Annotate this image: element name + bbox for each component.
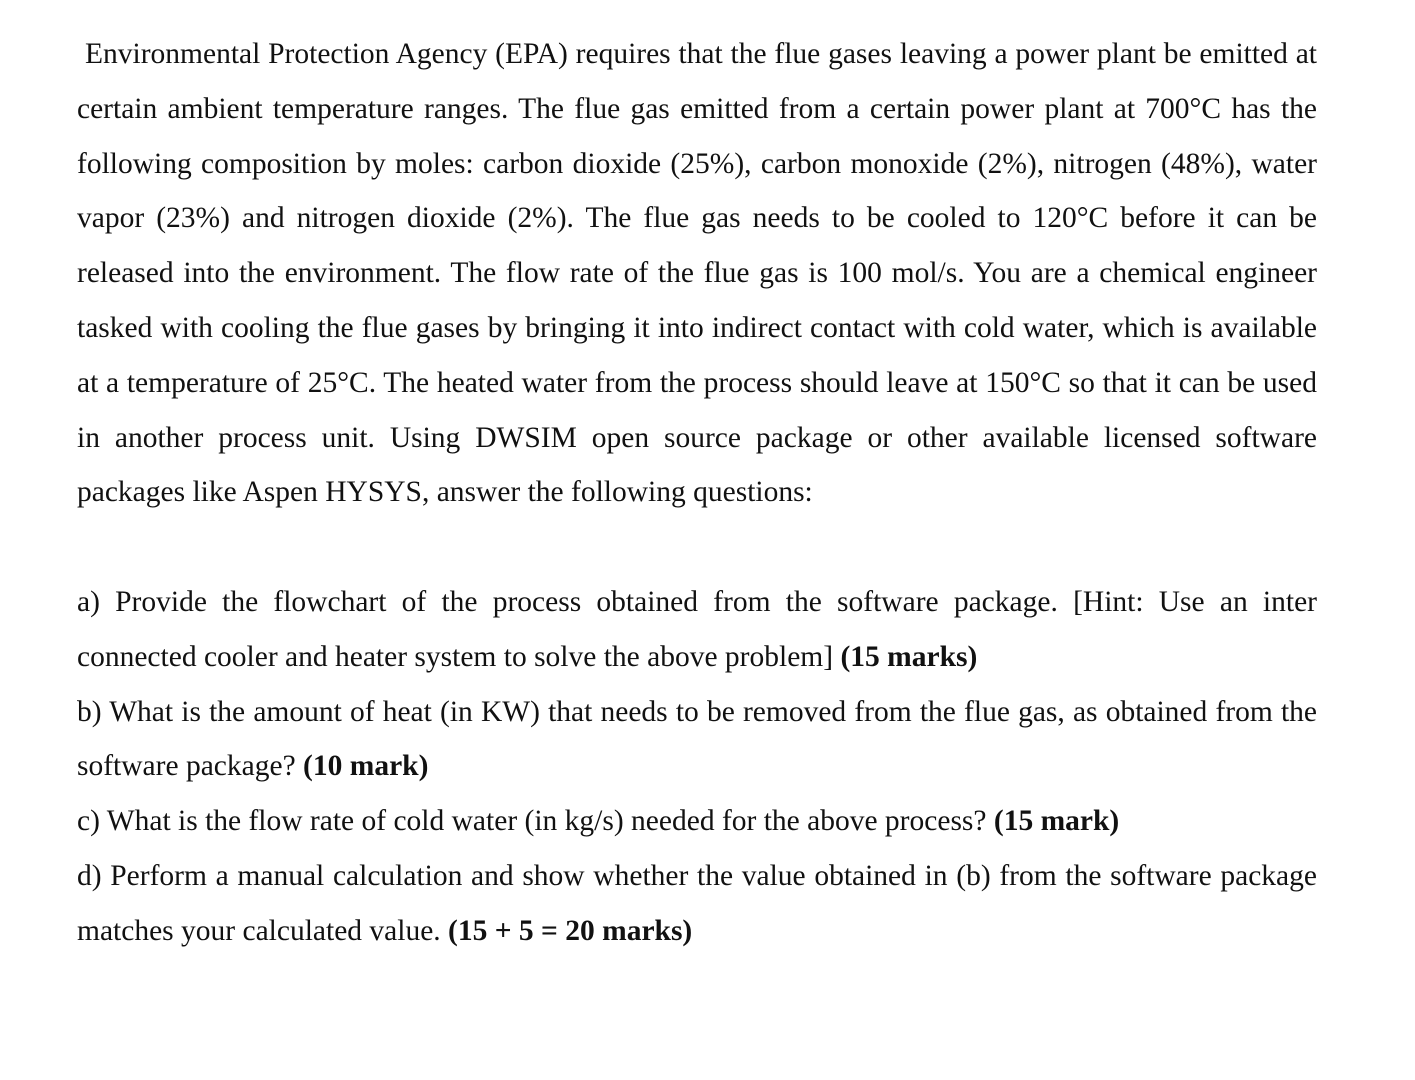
question-d <box>77 849 1317 959</box>
question-a <box>77 575 1317 685</box>
document-page <box>77 27 1317 959</box>
question-a-marks: (15 marks) <box>840 640 978 673</box>
question-d-marks: (15 + 5 = 20 marks) <box>448 914 693 947</box>
problem-statement: Environmental Protection Agency (EPA) requires that the flue gases leaving a power plant be emitted at certain ambient temperature ranges. The flue gas emitted from a certain power plant at 700°C has the following composition by moles: carbon dioxide (25%), carbon monoxide (2%), nitrogen (48%), water vapor (23%) and nitrogen dioxide (2%). The flue gas needs to be cooled to 120°C before it can be released into the environment. The flow rate of the flue gas is 100 mol/s. You are a chemical engineer tasked with cooling the flue gases by bringing it into indirect contact with cold water, which is available at a temperature of 25°C. The heated water from the process should leave at 150°C so that it can be used in another process unit. Using DWSIM open source package or other available licensed software packages like Aspen HYSYS, answer the following questions: <box>77 38 1317 509</box>
question-b <box>77 685 1317 795</box>
question-c-text: c) What is the flow rate of cold water (in kg/s) needed for the above process? <box>77 805 987 838</box>
question-list <box>77 575 1317 959</box>
question-b-marks: (10 mark) <box>303 750 429 783</box>
question-a-text: a) Provide the flowchart of the process obtained from the software package. [Hint: Use an inter connected cooler and heater system to solve the above problem] <box>77 585 1317 673</box>
question-c-marks: (15 mark) <box>993 805 1120 838</box>
question-c <box>77 794 1317 849</box>
question-b-text: b) What is the amount of heat (in KW) that needs to be removed from the flue gas, as obtained from the software package? <box>77 695 1317 783</box>
question-d-text: d) Perform a manual calculation and show whether the value obtained in (b) from the software package matches your calculated value. <box>77 859 1317 947</box>
